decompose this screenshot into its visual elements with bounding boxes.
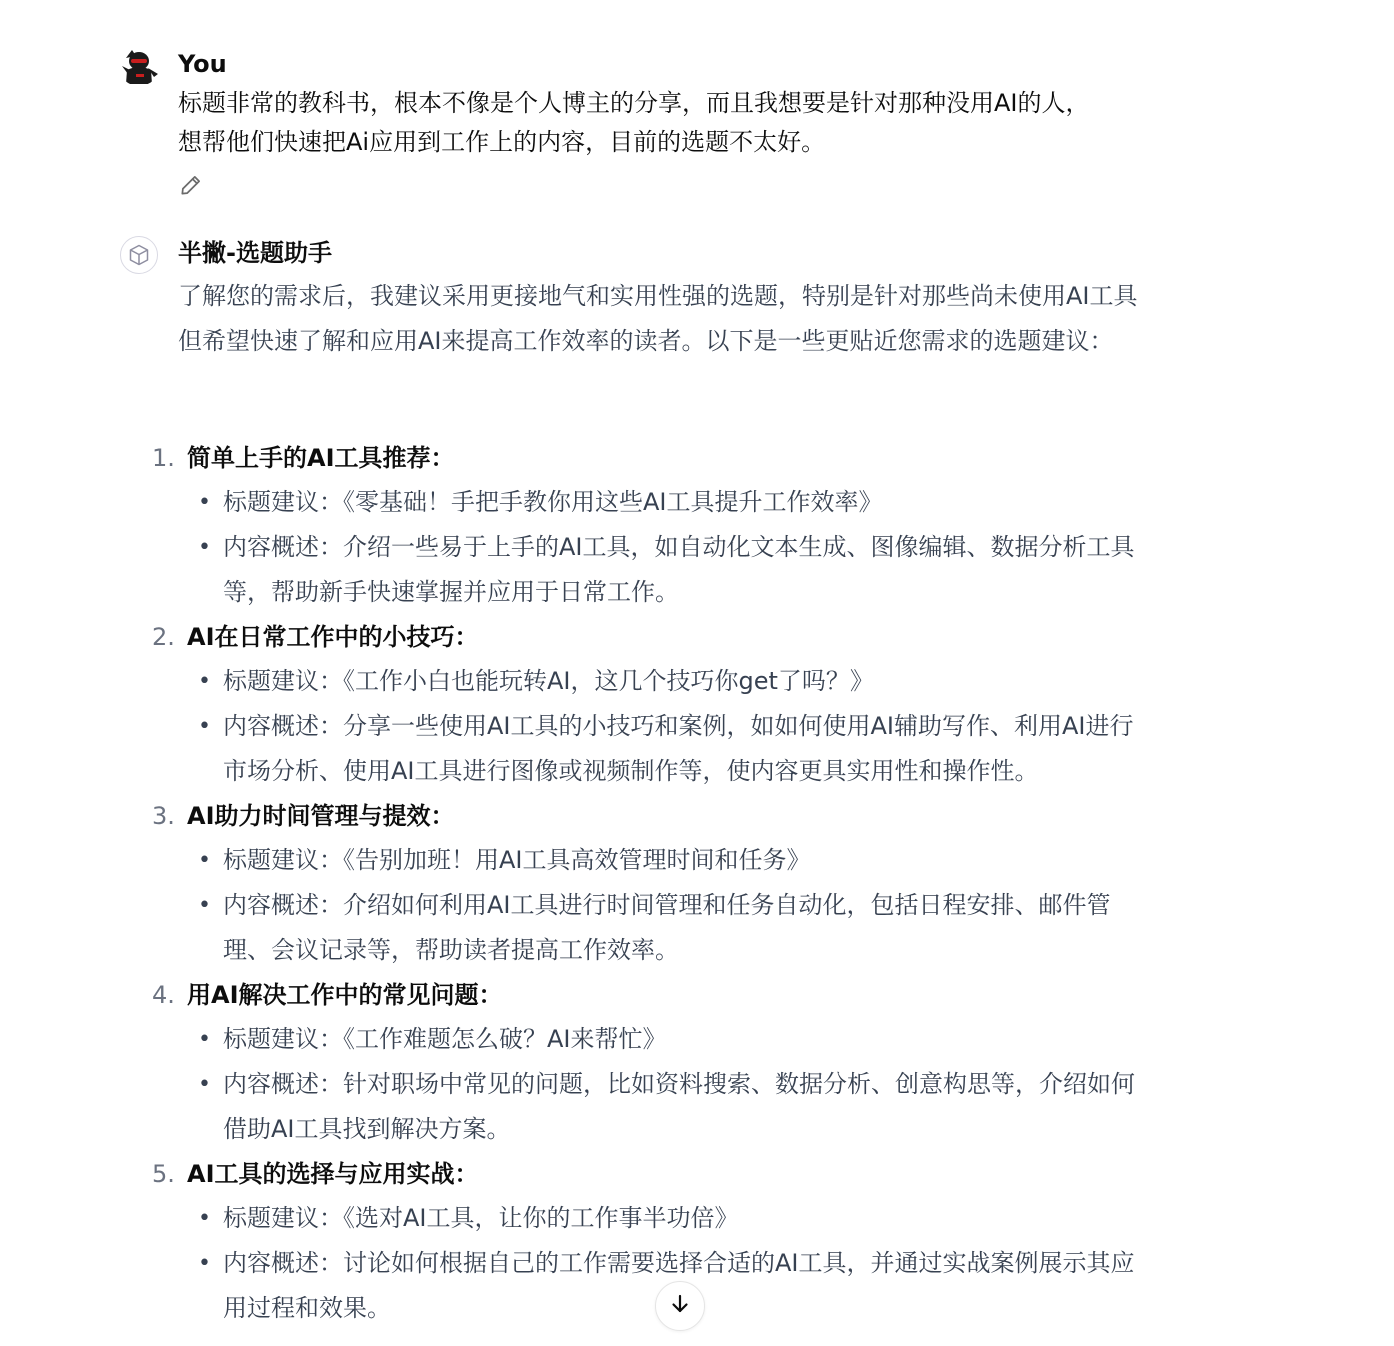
list-item-number: 1. (152, 444, 175, 472)
assistant-author-name: 半撇-选题助手 (178, 239, 332, 267)
list-item (118, 615, 1158, 794)
user-avatar (118, 44, 160, 86)
list-item-title: 简单上手的AI工具推荐： (187, 444, 455, 472)
list-item-title: AI助力时间管理与提效： (187, 802, 455, 830)
list-item-number: 5. (152, 1160, 175, 1188)
list-item-bullet: • 内容概述：分享一些使用AI工具的小技巧和案例，如如何使用AI辅助写作、利用AI进行市场分析、使用AI工具进行图像或视频制作等，使内容更具实用性和操作性。 (118, 704, 1148, 794)
list-item (118, 1152, 1158, 1331)
cube-icon (120, 236, 158, 274)
pencil-icon[interactable] (178, 172, 204, 198)
user-author-name: You (178, 50, 227, 78)
list-item-title: 用AI解决工作中的常见问题： (187, 981, 503, 1009)
list-item-bullet: • 标题建议：《选对AI工具，让你的工作事半功倍》 (118, 1196, 1148, 1241)
user-message-line: 标题非常的教科书，根本不像是个人博主的分享，而且我想要是针对那种没用AI的人， (178, 89, 1090, 117)
list-item (118, 973, 1158, 1152)
list-item-number: 2. (152, 623, 175, 651)
list-item (118, 436, 1158, 615)
user-message-line: 想帮他们快速把Ai应用到工作上的内容，目前的选题不太好。 (178, 128, 826, 156)
user-message-text (178, 84, 1158, 162)
list-item-bullet: • 标题建议：《告别加班！用AI工具高效管理时间和任务》 (118, 838, 1148, 883)
list-item-bullet: • 标题建议：《零基础！手把手教你用这些AI工具提升工作效率》 (118, 480, 1148, 525)
list-item-bullet: • 标题建议：《工作小白也能玩转AI，这几个技巧你get了吗？》 (118, 659, 1148, 704)
list-item-bullet: • 标题建议：《工作难题怎么破？AI来帮忙》 (118, 1017, 1148, 1062)
list-item-title: AI在日常工作中的小技巧： (187, 623, 479, 651)
list-item-bullet: • 内容概述：介绍一些易于上手的AI工具，如自动化文本生成、图像编辑、数据分析工具等，帮助新手快速掌握并应用于日常工作。 (118, 525, 1148, 615)
arrow-down-icon (668, 1292, 692, 1320)
list-item-number: 4. (152, 981, 175, 1009)
suggestion-list (118, 436, 1158, 1331)
list-item-bullet: • 内容概述：讨论如何根据自己的工作需要选择合适的AI工具，并通过实战案例展示其应用过程和效果。 (118, 1241, 1148, 1331)
list-item (118, 794, 1158, 973)
list-item-bullet: • 内容概述：针对职场中常见的问题，比如资料搜索、数据分析、创意构思等，介绍如何借助AI工具找到解决方案。 (118, 1062, 1148, 1152)
list-item-title: AI工具的选择与应用实战： (187, 1160, 479, 1188)
scroll-to-bottom-button[interactable] (655, 1281, 705, 1331)
list-item-number: 3. (152, 802, 175, 830)
assistant-intro-text: 了解您的需求后，我建议采用更接地气和实用性强的选题，特别是针对那些尚未使用AI工具但希望快速了解和应用AI来提高工作效率的读者。以下是一些更贴近您需求的选题建议： (178, 282, 1138, 355)
list-item-bullet: • 内容概述：介绍如何利用AI工具进行时间管理和任务自动化，包括日程安排、邮件管理、会议记录等，帮助读者提高工作效率。 (118, 883, 1148, 973)
